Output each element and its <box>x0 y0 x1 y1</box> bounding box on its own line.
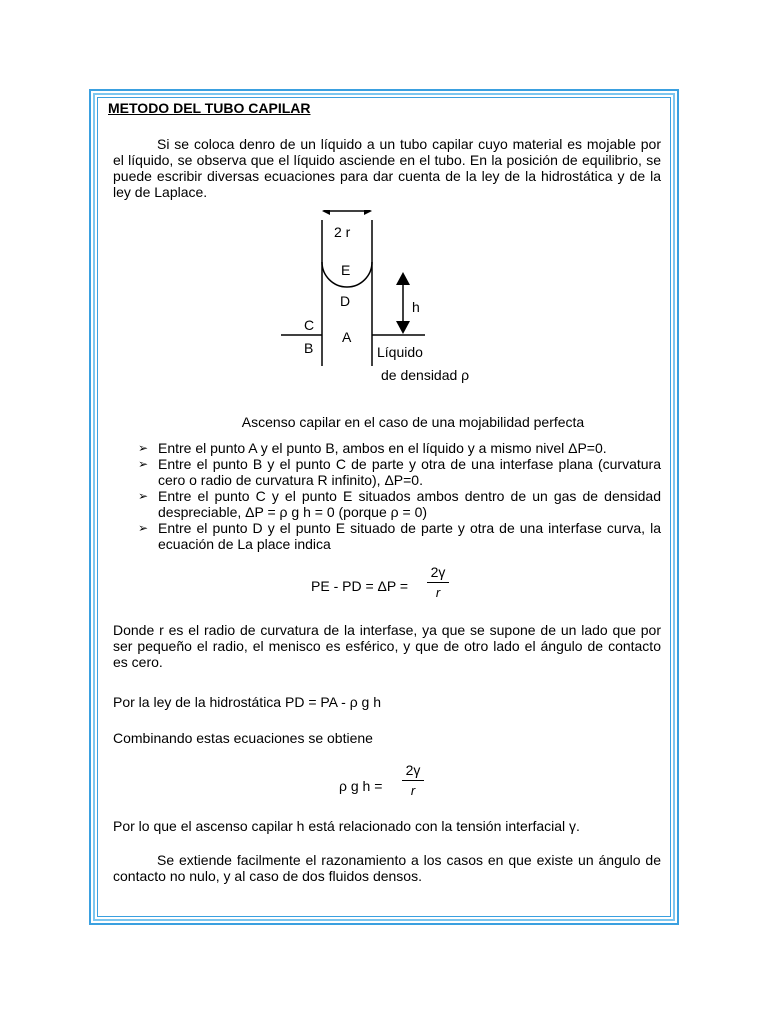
closing-paragraph: Se extiende facilmente el razonamiento a los casos en que existe un ángulo de contacto no nulo, y al caso de dos fluidos densos. <box>113 852 661 884</box>
bullet-text: Entre el punto B y el punto C de parte y otra de una interfase plana (curvatura cero o radio de curvatura R infinito), ΔP=0. <box>158 456 661 488</box>
equation-2-denominator: r <box>410 783 416 798</box>
tension-paragraph: Por lo que el ascenso capilar h está relacionado con la tensión interfacial γ. <box>113 818 580 834</box>
bullet-item <box>138 488 661 520</box>
bullet-arrow-icon: ➢ <box>138 457 149 471</box>
label-h: h <box>412 299 420 315</box>
label-b: B <box>304 340 314 356</box>
bullet-text: Entre el punto D y el punto E situado de parte y otra de una interfase curva, la ecuación de La place indica <box>158 520 661 552</box>
combining-paragraph: Combinando estas ecuaciones se obtiene <box>113 730 373 746</box>
fraction-bar <box>402 780 424 781</box>
width-arrow-left-head <box>322 210 330 215</box>
bullet-arrow-icon: ➢ <box>138 521 149 535</box>
laplace-equation <box>113 564 661 616</box>
diagram-caption: Ascenso capilar en el caso de una mojabilidad perfecta <box>241 414 585 430</box>
label-liquid: Líquido <box>377 344 423 360</box>
height-arrow-down-head <box>396 321 410 334</box>
bullet-item <box>138 456 661 488</box>
equation-2-fraction <box>398 762 428 799</box>
equation-1-numerator: 2γ <box>430 564 446 580</box>
label-a: A <box>342 329 352 345</box>
bullet-list <box>138 440 661 552</box>
label-e: E <box>341 262 351 278</box>
bullet-arrow-icon: ➢ <box>138 441 149 455</box>
equation-2-lhs: ρ g h = <box>339 778 383 794</box>
label-c: C <box>304 317 315 333</box>
hydrostatic-paragraph: Por la ley de la hidrostática PD = PA - ρ g h <box>113 694 382 710</box>
equation-1-denominator: r <box>435 585 441 600</box>
intro-paragraph: Si se coloca denro de un líquido a un tubo capilar cuyo material es mojable por el líquido, se observa que el líquido asciende en el tubo. En la posición de equilibrio, se puede escribir diversas ecuaciones para dar cuenta de la ley de la hidrostática y de la ley de Laplace. <box>113 136 661 200</box>
bullet-item <box>138 520 661 552</box>
equation-1-lhs: PE - PD = ΔP = <box>311 578 409 594</box>
label-2r: 2 r <box>334 224 351 240</box>
document-body <box>108 100 661 884</box>
equation-2-numerator: 2γ <box>405 762 421 778</box>
width-arrow-right-head <box>364 210 372 215</box>
page-title: METODO DEL TUBO CAPILAR <box>108 100 311 116</box>
bullet-text: Entre el punto A y el punto B, ambos en el líquido y a mismo nivel ΔP=0. <box>158 440 607 456</box>
fraction-bar <box>427 582 449 583</box>
capillary-diagram <box>113 210 661 400</box>
capillary-equation <box>113 760 661 814</box>
bullet-arrow-icon: ➢ <box>138 489 149 503</box>
equation-1-fraction <box>423 564 453 601</box>
bullet-item <box>138 440 661 456</box>
label-d: D <box>340 293 351 309</box>
bullet-text: Entre el punto C y el punto E situados ambos dentro de un gas de densidad despreciable, ΔP = ρ g h = 0 (porque ρ = 0) <box>158 488 661 520</box>
label-density: de densidad ρ <box>381 367 470 383</box>
curvature-paragraph: Donde r es el radio de curvatura de la interfase, ya que se supone de un lado que por ser pequeño el radio, el menisco es esférico, y que de otro lado el ángulo de contacto es cero. <box>113 622 661 670</box>
height-arrow-up-head <box>396 272 410 285</box>
